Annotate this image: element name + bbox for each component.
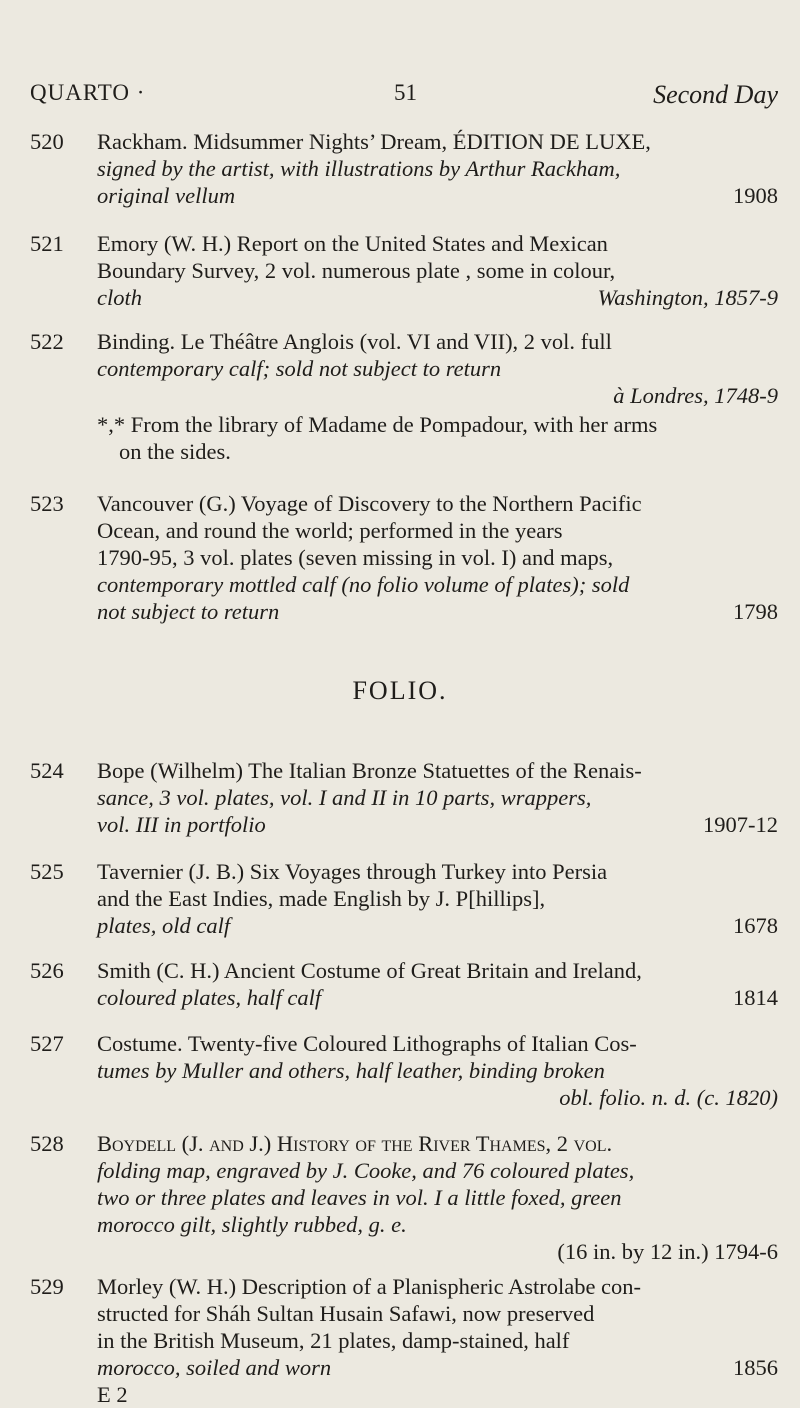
- lot-line: and the East Indies, made English by J. P[hillips],: [97, 886, 546, 911]
- lot-line: 1790-95, 3 vol. plates (seven missing in vol. I) and maps,: [97, 545, 614, 570]
- lot-place-date: obl. folio. n. d. (c. 1820): [559, 1085, 778, 1110]
- lot-date: 1814: [733, 985, 778, 1010]
- lot-line: Binding. Le Théâtre Anglois (vol. VI and VII), 2 vol. full: [97, 329, 612, 354]
- lot-525: [30, 858, 778, 939]
- lot-line: contemporary calf; sold not subject to return: [97, 356, 502, 381]
- lot-522: [30, 328, 778, 409]
- note-line: on the sides.: [119, 439, 231, 464]
- lot-date: 1907-12: [703, 812, 778, 837]
- lot-line: morocco, soiled and worn: [97, 1355, 332, 1380]
- lot-number: 526: [30, 958, 64, 983]
- lot-date: 1908: [733, 183, 778, 208]
- lot-line: Morley (W. H.) Description of a Planispheric Astrolabe con-: [97, 1274, 642, 1299]
- lot-line: folding map, engraved by J. Cooke, and 76 coloured plates,: [97, 1158, 635, 1183]
- lot-line: sance, 3 vol. plates, vol. I and II in 10 parts, wrappers,: [97, 785, 592, 810]
- lot-line: Smith (C. H.) Ancient Costume of Great Britain and Ireland,: [97, 958, 642, 983]
- lot-line: structed for Sháh Sultan Husain Safawi, now preserved: [97, 1301, 595, 1326]
- lot-529: [30, 1273, 778, 1408]
- lot-line: signed by the artist, with illustrations by Arthur Rackham,: [97, 156, 621, 181]
- lot-number: 522: [30, 329, 64, 354]
- header-day: Second Day: [653, 80, 778, 109]
- lot-date: 1856: [733, 1355, 778, 1380]
- lot-line: plates, old calf: [97, 913, 231, 938]
- lot-line: cloth: [97, 285, 142, 310]
- lot-line: Tavernier (J. B.) Six Voyages through Turkey into Persia: [97, 859, 608, 884]
- lot-527: [30, 1030, 778, 1111]
- section-title: FOLIO.: [352, 676, 448, 705]
- lot-line: not subject to return: [97, 599, 280, 624]
- lot-number: 527: [30, 1031, 64, 1056]
- lot-line: morocco gilt, slightly rubbed, g. e.: [97, 1212, 407, 1237]
- lot-521: [30, 230, 778, 311]
- lot-number: 525: [30, 859, 64, 884]
- lot-number: 520: [30, 129, 64, 154]
- lot-line: Ocean, and round the world; performed in the years: [97, 518, 563, 543]
- lot-date: 1678: [733, 913, 778, 938]
- lot-line: Bope (Wilhelm) The Italian Bronze Statuettes of the Renais-: [97, 758, 642, 783]
- lot-number: 521: [30, 231, 64, 256]
- lot-line: coloured plates, half calf: [97, 985, 322, 1010]
- lot-number: 529: [30, 1274, 64, 1299]
- lot-place-date: Washington, 1857-9: [597, 285, 778, 310]
- lot-number: 523: [30, 491, 64, 516]
- lot-size-date: (16 in. by 12 in.) 1794-6: [557, 1239, 778, 1264]
- lot-522-note: [97, 411, 778, 465]
- lot-line: contemporary mottled calf (no folio volume of plates); sold: [97, 572, 630, 597]
- lot-date: 1798: [733, 599, 778, 624]
- lot-528: [30, 1130, 778, 1265]
- lot-526: [30, 957, 778, 1011]
- lot-524: [30, 757, 778, 838]
- note-line: *,* From the library of Madame de Pompadour, with her arms: [97, 412, 658, 437]
- lot-520: [30, 128, 778, 209]
- lot-line: Rackham. Midsummer Nights’ Dream, ÉDITION DE LUXE,: [97, 129, 651, 154]
- lot-523: [30, 490, 778, 625]
- lot-line: Boundary Survey, 2 vol. numerous plate , some in colour,: [97, 258, 616, 283]
- signature-mark: E 2: [97, 1382, 128, 1407]
- page-header: [30, 80, 778, 120]
- lot-number: 528: [30, 1131, 64, 1156]
- lot-line: Emory (W. H.) Report on the United States and Mexican: [97, 231, 608, 256]
- lot-line: two or three plates and leaves in vol. I a little foxed, green: [97, 1185, 622, 1210]
- lot-place-date: à Londres, 1748-9: [613, 383, 778, 408]
- page-number: 51: [394, 80, 417, 105]
- lot-line: Vancouver (G.) Voyage of Discovery to the Northern Pacific: [97, 491, 642, 516]
- lot-line: tumes by Muller and others, half leather, binding broken: [97, 1058, 605, 1083]
- lot-line: in the British Museum, 21 plates, damp-stained, half: [97, 1328, 570, 1353]
- header-quarto: QUARTO ·: [30, 80, 146, 105]
- lot-line: original vellum: [97, 183, 236, 208]
- lot-number: 524: [30, 758, 64, 783]
- lot-line: Boydell (J. and J.) History of the River Thames, 2 vol.: [97, 1131, 613, 1156]
- lot-line: vol. III in portfolio: [97, 812, 266, 837]
- lot-line: Costume. Twenty-five Coloured Lithographs of Italian Cos-: [97, 1031, 637, 1056]
